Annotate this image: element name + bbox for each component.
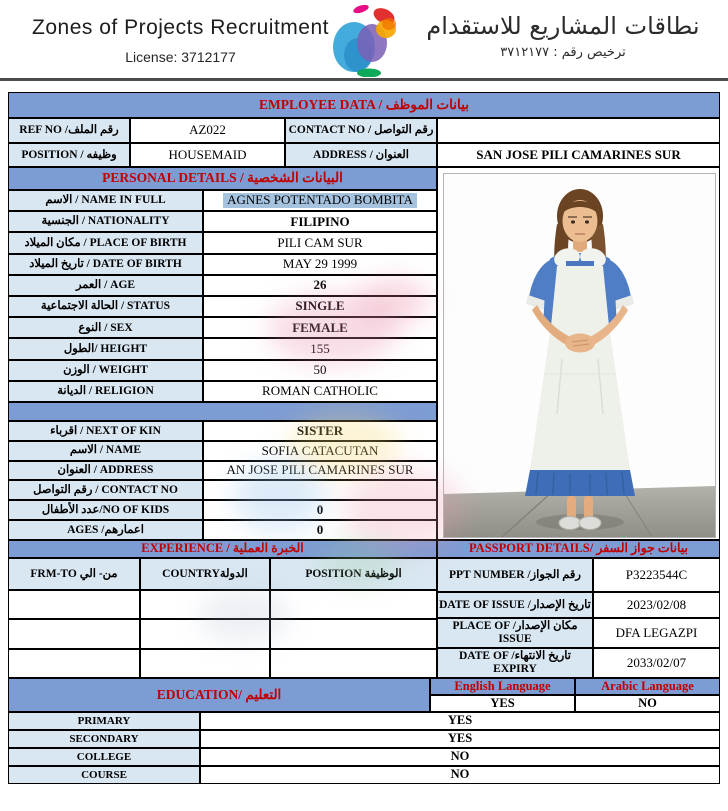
table-row bbox=[8, 500, 437, 520]
letterhead-english bbox=[28, 16, 333, 65]
passport-row bbox=[437, 648, 720, 678]
address-value: SAN JOSE PILI CAMARINES SUR bbox=[437, 143, 720, 167]
kin-name-value: SOFIA CATACUTAN bbox=[203, 441, 437, 461]
company-logo-icon bbox=[327, 3, 399, 82]
sex-label: النوع / SEX bbox=[8, 317, 203, 338]
personal-details-section-title: PERSONAL DETAILS / البيانات الشخصية bbox=[8, 167, 437, 190]
ref-no-label: REF NO /رقم الملف bbox=[8, 118, 130, 143]
experience-country-value bbox=[140, 649, 270, 678]
place-of-birth-label: مكان الميلاد / PLACE OF BIRTH bbox=[8, 232, 203, 253]
primary-value: YES bbox=[200, 712, 720, 730]
course-value: NO bbox=[200, 766, 720, 784]
contact-no-label: CONTACT NO / رقم التواصل bbox=[285, 118, 437, 143]
experience-country-value bbox=[140, 619, 270, 648]
name-in-full-value bbox=[203, 190, 437, 211]
employee-row-2 bbox=[8, 143, 720, 167]
education-table bbox=[8, 712, 720, 784]
kin-address-value: AN JOSE PILI CAMARINES SUR bbox=[203, 461, 437, 481]
table-row bbox=[8, 232, 437, 253]
date-of-issue-value: 2023/02/08 bbox=[593, 592, 720, 618]
place-of-issue-label bbox=[437, 618, 593, 648]
table-row bbox=[8, 480, 437, 500]
position-column-header: POSITION الوظيفة bbox=[270, 558, 437, 590]
passport-row bbox=[437, 558, 720, 592]
primary-label: PRIMARY bbox=[8, 712, 200, 730]
course-label: COURSE bbox=[8, 766, 200, 784]
frm-to-column-header: FRM-TO من- الي bbox=[8, 558, 140, 590]
kids-ages-value: 0 bbox=[203, 520, 437, 540]
sex-value: FEMALE bbox=[203, 317, 437, 338]
height-value: 155 bbox=[203, 338, 437, 359]
experience-row bbox=[8, 590, 437, 619]
english-language-header: English Language bbox=[430, 678, 575, 695]
experience-country-value bbox=[140, 590, 270, 619]
position-value: HOUSEMAID bbox=[130, 143, 285, 167]
table-row bbox=[8, 190, 437, 211]
experience-header-row bbox=[8, 558, 437, 590]
religion-label: الديانة / RELIGION bbox=[8, 381, 203, 402]
photo-cell bbox=[437, 167, 720, 540]
no-of-kids-label: عدد الأطفال/NO OF KIDS bbox=[8, 500, 203, 520]
kids-ages-label: AGES /اعمارهم bbox=[8, 520, 203, 540]
next-of-kin-label: اقرباء / NEXT OF KIN bbox=[8, 421, 203, 441]
table-row bbox=[8, 520, 437, 540]
address-label: ADDRESS / العنوان bbox=[285, 143, 437, 167]
experience-row bbox=[8, 649, 437, 678]
arabic-language-column bbox=[575, 678, 720, 712]
place-of-issue-label-line2: ISSUE bbox=[498, 633, 532, 645]
table-row bbox=[8, 441, 437, 461]
passport-section-title: PASSPORT DETAILS/ بيانات جواز السفر bbox=[437, 540, 720, 558]
table-row bbox=[8, 338, 437, 359]
table-row bbox=[8, 360, 437, 381]
header-divider bbox=[0, 78, 728, 81]
experience-position-value bbox=[270, 649, 437, 678]
position-label: POSITION / وظيفه bbox=[8, 143, 130, 167]
contact-no-value bbox=[437, 118, 720, 143]
table-row bbox=[8, 461, 437, 481]
education-section-title: EDUCATION/ التعليم bbox=[8, 678, 430, 712]
license-number-arabic: ترخيص رقم : ٣٧١٢١٧٧ bbox=[500, 45, 626, 60]
arabic-language-header: Arabic Language bbox=[575, 678, 720, 695]
letterhead-arabic bbox=[412, 12, 714, 60]
status-value: SINGLE bbox=[203, 296, 437, 317]
weight-value: 50 bbox=[203, 360, 437, 381]
experience-position-value bbox=[270, 619, 437, 648]
table-row bbox=[8, 421, 437, 441]
date-of-expiry-label-line2: EXPIRY bbox=[493, 663, 537, 675]
secondary-value: YES bbox=[200, 730, 720, 748]
status-label: الحالة الاجتماعية / STATUS bbox=[8, 296, 203, 317]
place-of-issue-label-line1: PLACE OF /مكان الإصدار bbox=[452, 620, 578, 633]
company-name-english: Zones of Projects Recruitment bbox=[32, 16, 329, 39]
highlighted-name: AGNES POTENTADO BOMBITA bbox=[223, 193, 417, 207]
company-name-arabic: نطاقات المشاريع للاستقدام bbox=[426, 12, 700, 40]
place-of-issue-value: DFA LEGAZPI bbox=[593, 618, 720, 648]
experience-section-title: EXPERIENCE / الخبرة العملية bbox=[8, 540, 437, 558]
table-row bbox=[8, 296, 437, 317]
table-row bbox=[8, 211, 437, 232]
experience-frm-to-value bbox=[8, 619, 140, 648]
no-of-kids-value: 0 bbox=[203, 500, 437, 520]
english-language-column bbox=[430, 678, 575, 712]
ppt-number-label: PPT NUMBER /رقم الجواز bbox=[437, 558, 593, 592]
table-row bbox=[8, 748, 720, 766]
passport-row bbox=[437, 618, 720, 648]
ppt-number-value: P3223544C bbox=[593, 558, 720, 592]
table-row bbox=[8, 275, 437, 296]
experience-frm-to-value bbox=[8, 649, 140, 678]
next-of-kin-table bbox=[8, 421, 437, 540]
weight-label: الوزن / WEIGHT bbox=[8, 360, 203, 381]
employee-data-section-title: EMPLOYEE DATA / بيانات الموظف bbox=[8, 92, 720, 118]
name-in-full-label: الاسم / NAME IN FULL bbox=[8, 190, 203, 211]
experience-table bbox=[8, 590, 437, 678]
kin-contact-value bbox=[203, 480, 437, 500]
experience-position-value bbox=[270, 590, 437, 619]
nationality-value: FILIPINO bbox=[203, 211, 437, 232]
section-separator bbox=[8, 402, 437, 421]
date-of-expiry-label-line1: DATE OF /تاريخ الانتهاء bbox=[459, 650, 571, 663]
personal-details-table bbox=[8, 190, 437, 402]
age-value: 26 bbox=[203, 275, 437, 296]
kin-name-label: الاسم / NAME bbox=[8, 441, 203, 461]
table-row bbox=[8, 712, 720, 730]
kin-address-label: العنوان / ADDRESS bbox=[8, 461, 203, 481]
experience-row bbox=[8, 619, 437, 648]
next-of-kin-value: SISTER bbox=[203, 421, 437, 441]
table-row bbox=[8, 254, 437, 275]
experience-frm-to-value bbox=[8, 590, 140, 619]
college-value: NO bbox=[200, 748, 720, 766]
country-column-header: COUNTRYالدولة bbox=[140, 558, 270, 590]
kin-contact-label: رقم التواصل / CONTACT NO bbox=[8, 480, 203, 500]
applicant-photo bbox=[443, 173, 716, 538]
table-row bbox=[8, 730, 720, 748]
table-row bbox=[8, 317, 437, 338]
height-label: الطول/ HEIGHT bbox=[8, 338, 203, 359]
nationality-label: الجنسية / NATIONALITY bbox=[8, 211, 203, 232]
license-number-english: License: 3712177 bbox=[125, 49, 236, 65]
date-of-birth-value: MAY 29 1999 bbox=[203, 254, 437, 275]
employee-row-1 bbox=[8, 118, 720, 143]
english-language-value: YES bbox=[430, 695, 575, 712]
table-row bbox=[8, 766, 720, 784]
table-row bbox=[8, 381, 437, 402]
passport-row bbox=[437, 592, 720, 618]
date-of-expiry-label bbox=[437, 648, 593, 678]
date-of-birth-label: تاريخ الميلاد / DATE OF BIRTH bbox=[8, 254, 203, 275]
arabic-language-value: NO bbox=[575, 695, 720, 712]
religion-value: ROMAN CATHOLIC bbox=[203, 381, 437, 402]
college-label: COLLEGE bbox=[8, 748, 200, 766]
secondary-label: SECONDARY bbox=[8, 730, 200, 748]
date-of-issue-label: DATE OF ISSUE /تاريخ الإصدار bbox=[437, 592, 593, 618]
place-of-birth-value: PILI CAM SUR bbox=[203, 232, 437, 253]
date-of-expiry-value: 2033/02/07 bbox=[593, 648, 720, 678]
age-label: العمر / AGE bbox=[8, 275, 203, 296]
ref-no-value: AZ022 bbox=[130, 118, 285, 143]
